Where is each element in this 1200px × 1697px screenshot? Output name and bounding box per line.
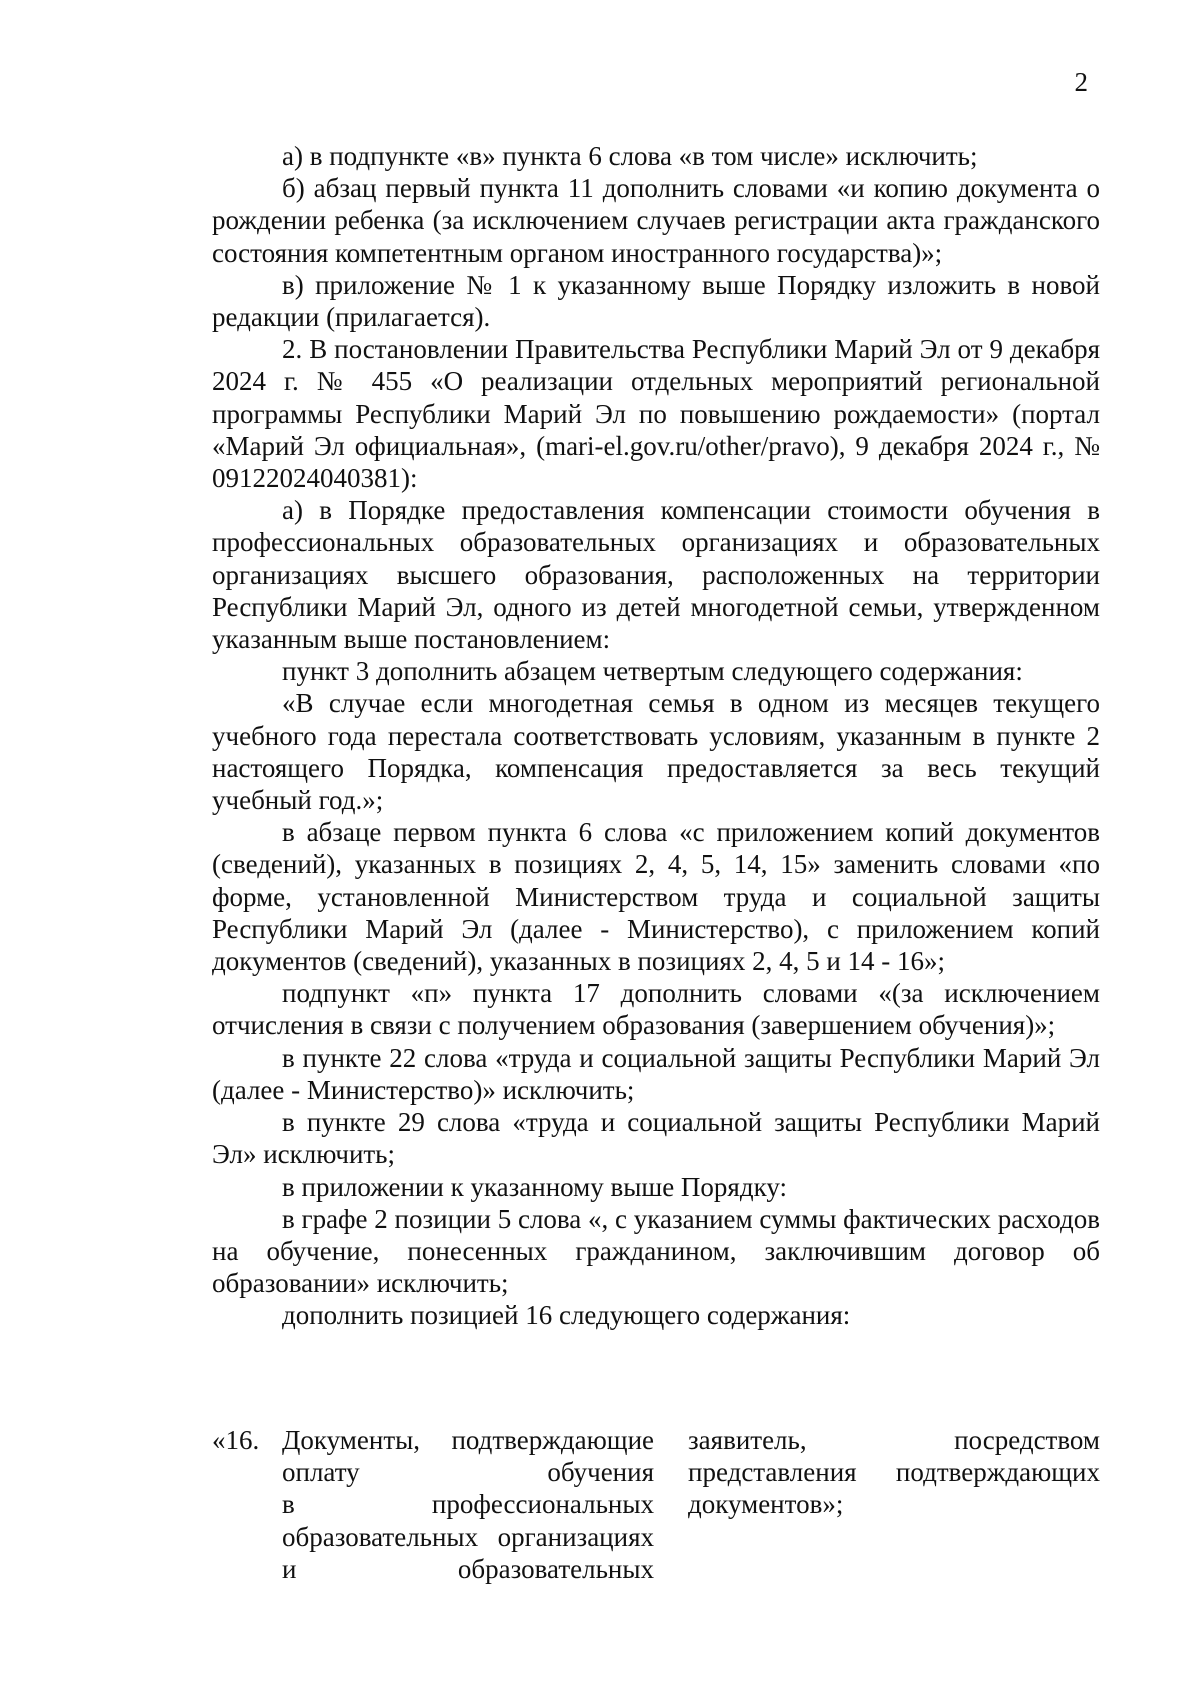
documents-line: Документы, подтверждающие — [282, 1425, 654, 1455]
submitter-column — [688, 1424, 1100, 1521]
position-number: «16. — [212, 1425, 260, 1455]
paragraph-1c: в) приложение № 1 к указанному выше Порядку изложить в новой редакции (прилагается). — [212, 269, 1100, 333]
paragraph-1b: б) абзац первый пункта 11 дополнить словами «и копию документа о рождении ребенка (за исключением случаев регистрации акта гражданского состояния компетентным органом иностранного государства)»; — [212, 173, 1100, 268]
paragraph-2a: а) в Порядке предоставления компенсации стоимости обучения в профессиональных образовательных организациях и образовательных организациях высшего образования, расположенных на территории Республики Марий Эл, одного из детей многодетной семьи, утвержденном указанным выше постановлением: — [212, 495, 1100, 655]
paragraph-add-position-16: дополнить позицией 16 следующего содержания: — [282, 1300, 851, 1331]
page-number: 2 — [1074, 67, 1088, 97]
paragraph-appendix-position-5: в графе 2 позиции 5 слова «, с указанием суммы фактических расходов на обучение, понесенных гражданином, заключившим договор об образовании» исключить; — [212, 1203, 1100, 1299]
paragraph-point-29: в пункте 29 слова «труда и социальной защиты Республики Марий Эл» исключить; — [212, 1107, 1100, 1170]
documents-line: оплату обучения — [282, 1457, 654, 1488]
document-body — [212, 140, 1100, 1332]
paragraph-point-3-quote: «В случае если многодетная семья в одном из месяцев текущего учебного года перестала соответствовать условиям, указанным в пункте 2 настоящего Порядка, компенсация предоставляется за весь текущий учебный год.»; — [212, 688, 1100, 816]
documents-column — [282, 1424, 654, 1585]
submitter-line: документов»; — [688, 1489, 844, 1520]
paragraph-point-17: подпункт «п» пункта 17 дополнить словами «(за исключением отчисления в связи с получением образования (завершением обучения)»; — [212, 978, 1100, 1041]
documents-line: в профессиональных — [282, 1489, 654, 1520]
documents-line: образовательных организациях — [282, 1521, 654, 1552]
submitter-line: представления подтверждающих — [688, 1457, 1100, 1488]
paragraph-2: 2. В постановлении Правительства Республики Марий Эл от 9 декабря 2024 г. № 455 «О реализации отдельных мероприятий региональной программы Республики Марий Эл по повышению рождаемости» (портал «Марий Эл официальная», (mari-el.gov.ru/other/pravo), 9 декабря 2024 г., № 09122024040381): — [212, 334, 1100, 494]
paragraph-point-6: в абзаце первом пункта 6 слова «с приложением копий документов (сведений), указанных в позициях 2, 4, 5, 14, 15» заменить словами «по форме, установленной Министерством труда и социальной защиты Республики Марий Эл (далее - Министерство), с приложением копий документов (сведений), указанных в позициях 2, 4, 5 и 14 - 16»; — [212, 817, 1100, 977]
submitter-line: заявитель, посредством — [688, 1425, 1100, 1455]
paragraph-1a: а) в подпункте «в» пункта 6 слова «в том числе» исключить; — [282, 141, 978, 171]
paragraph-point-3: пункт 3 дополнить абзацем четвертым следующего содержания: — [282, 656, 1023, 687]
documents-line: и образовательных — [282, 1553, 654, 1584]
paragraph-point-22: в пункте 22 слова «труда и социальной защиты Республики Марий Эл (далее - Министерство)» исключить; — [212, 1042, 1100, 1105]
paragraph-appendix: в приложении к указанному выше Порядку: — [282, 1171, 787, 1202]
